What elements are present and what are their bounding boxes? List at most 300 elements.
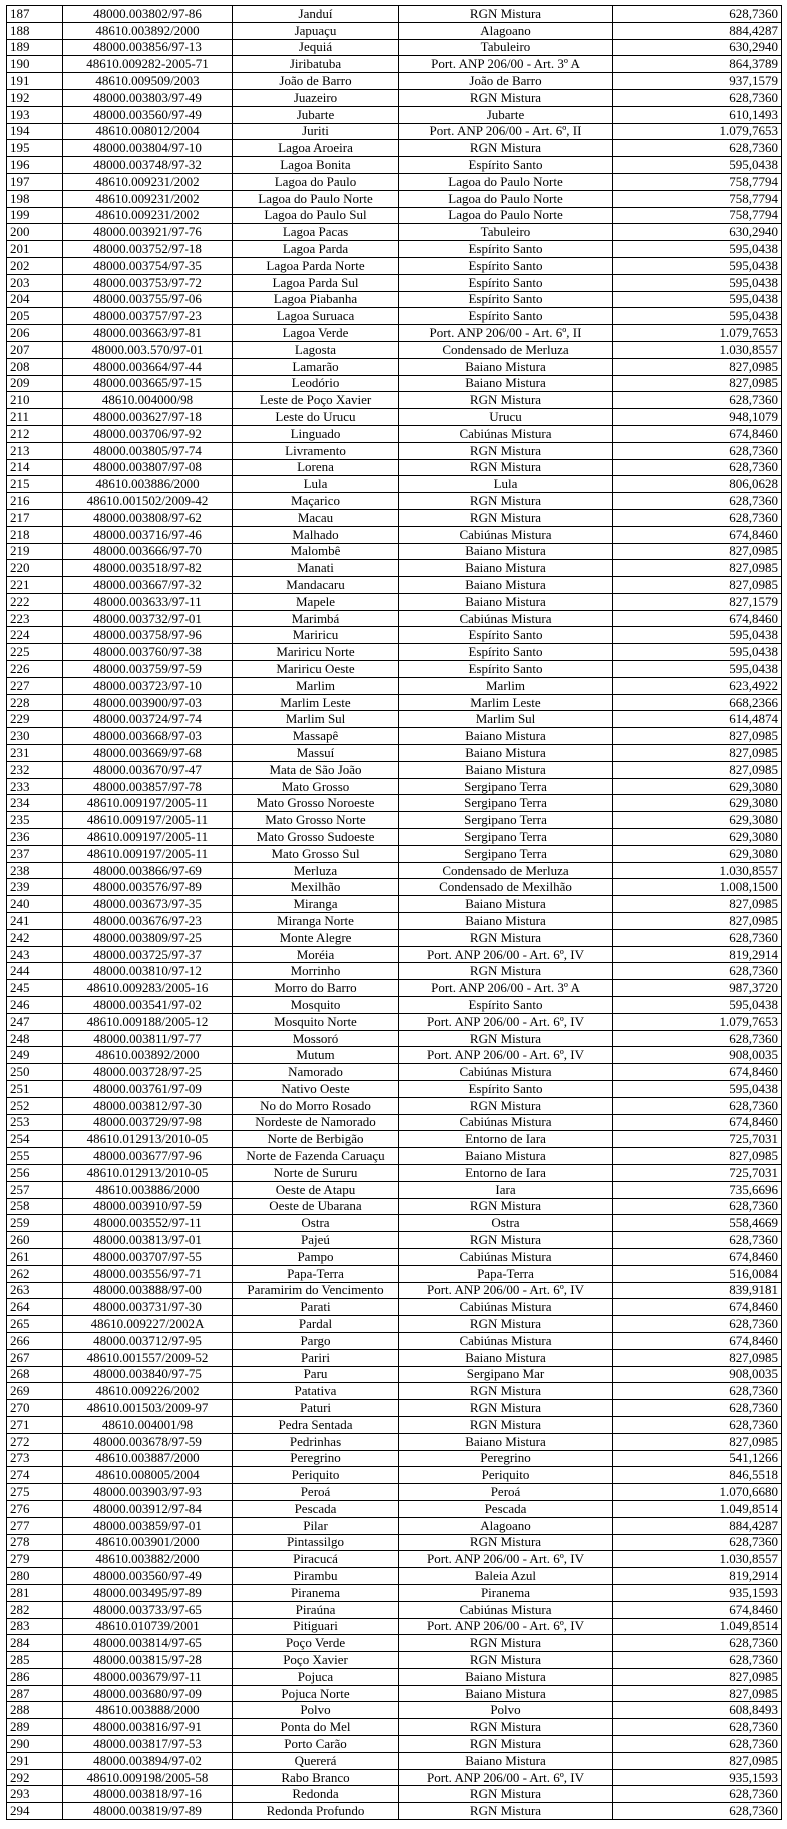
- reference-price: 819,2914: [613, 946, 782, 963]
- table-row: [7, 677, 782, 694]
- table-row: [7, 1282, 782, 1299]
- process-number: 48000.003811/97-77: [63, 1030, 233, 1047]
- table-row: [7, 963, 782, 980]
- reference-price: 827,1579: [613, 593, 782, 610]
- oil-type: Cabiúnas Mistura: [399, 1601, 613, 1618]
- oil-type: Port. ANP 206/00 - Art. 6º, IV: [399, 946, 613, 963]
- table-row: [7, 1148, 782, 1165]
- row-number: 196: [7, 157, 63, 174]
- process-number: 48000.003723/97-10: [63, 677, 233, 694]
- field-name: Pirambu: [233, 1568, 399, 1585]
- table-row: [7, 1299, 782, 1316]
- oil-type: Jubarte: [399, 106, 613, 123]
- table-row: [7, 896, 782, 913]
- process-number: 48000.003669/97-68: [63, 745, 233, 762]
- reference-price: 819,2914: [613, 1568, 782, 1585]
- row-number: 197: [7, 173, 63, 190]
- row-number: 199: [7, 207, 63, 224]
- row-number: 263: [7, 1282, 63, 1299]
- process-number: 48000.003666/97-70: [63, 543, 233, 560]
- field-name: Oeste de Atapu: [233, 1181, 399, 1198]
- field-name: Lagoa do Paulo Sul: [233, 207, 399, 224]
- field-name: Ponta do Mel: [233, 1719, 399, 1736]
- table-row: [7, 862, 782, 879]
- process-number: 48000.003752/97-18: [63, 241, 233, 258]
- reference-price: 628,7360: [613, 1534, 782, 1551]
- table-row: [7, 1668, 782, 1685]
- process-number: 48000.003728/97-25: [63, 1064, 233, 1081]
- table-row: [7, 946, 782, 963]
- reference-price: 628,7360: [613, 392, 782, 409]
- oil-type: Baleia Azul: [399, 1568, 613, 1585]
- oil-type: Espírito Santo: [399, 661, 613, 678]
- row-number: 210: [7, 392, 63, 409]
- row-number: 190: [7, 56, 63, 73]
- field-name: Jiribatuba: [233, 56, 399, 73]
- process-number: 48000.003812/97-30: [63, 1097, 233, 1114]
- oil-type: Peroá: [399, 1484, 613, 1501]
- table-row: [7, 627, 782, 644]
- field-name: Lorena: [233, 459, 399, 476]
- row-number: 192: [7, 89, 63, 106]
- reference-price: 558,4669: [613, 1215, 782, 1232]
- table-row: [7, 22, 782, 39]
- field-name: Morrinho: [233, 963, 399, 980]
- reference-price: 758,7794: [613, 173, 782, 190]
- oil-type: Condensado de Merluza: [399, 341, 613, 358]
- process-number: 48610.009197/2005-11: [63, 829, 233, 846]
- oil-type: Espírito Santo: [399, 291, 613, 308]
- field-name: Monte Alegre: [233, 929, 399, 946]
- row-number: 266: [7, 1332, 63, 1349]
- row-number: 293: [7, 1786, 63, 1803]
- process-number: 48000.003859/97-01: [63, 1517, 233, 1534]
- field-name: Pampo: [233, 1248, 399, 1265]
- oil-type: Port. ANP 206/00 - Art. 6º, IV: [399, 1013, 613, 1030]
- oil-type: Piranema: [399, 1584, 613, 1601]
- field-name: Pescada: [233, 1500, 399, 1517]
- row-number: 268: [7, 1366, 63, 1383]
- oil-type: Alagoano: [399, 22, 613, 39]
- process-number: 48000.003495/97-89: [63, 1584, 233, 1601]
- row-number: 288: [7, 1702, 63, 1719]
- oil-type: RGN Mistura: [399, 929, 613, 946]
- field-name: Lagoa Parda Sul: [233, 274, 399, 291]
- field-name: Piracucá: [233, 1551, 399, 1568]
- oil-type: Espírito Santo: [399, 627, 613, 644]
- field-name: Mato Grosso Norte: [233, 812, 399, 829]
- reference-price: 846,5518: [613, 1467, 782, 1484]
- row-number: 251: [7, 1081, 63, 1098]
- table-row: [7, 1685, 782, 1702]
- process-number: 48000.003912/97-84: [63, 1500, 233, 1517]
- table-row: [7, 425, 782, 442]
- field-name: Morro do Barro: [233, 980, 399, 997]
- oil-type: Iara: [399, 1181, 613, 1198]
- reference-price: 614,4874: [613, 711, 782, 728]
- row-number: 215: [7, 476, 63, 493]
- oil-type: Baiano Mistura: [399, 1668, 613, 1685]
- table-row: [7, 73, 782, 90]
- oil-type: Sergipano Mar: [399, 1366, 613, 1383]
- row-number: 270: [7, 1400, 63, 1417]
- process-number: 48610.001502/2009-42: [63, 493, 233, 510]
- reference-price: 935,1593: [613, 1584, 782, 1601]
- field-name: Marlim Sul: [233, 711, 399, 728]
- row-number: 267: [7, 1349, 63, 1366]
- table-row: [7, 1601, 782, 1618]
- table-row: [7, 257, 782, 274]
- table-row: [7, 89, 782, 106]
- row-number: 271: [7, 1416, 63, 1433]
- field-name: Mariricu Oeste: [233, 661, 399, 678]
- reference-price: 629,3080: [613, 778, 782, 795]
- process-number: 48000.003816/97-91: [63, 1719, 233, 1736]
- oil-type: Baiano Mistura: [399, 745, 613, 762]
- oil-type: Pescada: [399, 1500, 613, 1517]
- field-name: Rabo Branco: [233, 1769, 399, 1786]
- table-row: [7, 1181, 782, 1198]
- process-number: 48000.003814/97-65: [63, 1635, 233, 1652]
- reference-price: 1.030,8557: [613, 862, 782, 879]
- field-name: Pilar: [233, 1517, 399, 1534]
- reference-price: 595,0438: [613, 157, 782, 174]
- table-row: [7, 1769, 782, 1786]
- table-row: [7, 325, 782, 342]
- field-name: Janduí: [233, 6, 399, 23]
- reference-price: 937,1579: [613, 73, 782, 90]
- oil-type: Urucu: [399, 409, 613, 426]
- process-number: 48000.003633/97-11: [63, 593, 233, 610]
- field-name: Leste do Urucu: [233, 409, 399, 426]
- reference-price: 1.049,8514: [613, 1618, 782, 1635]
- oil-type: Marlim: [399, 677, 613, 694]
- oil-type: Condensado de Mexilhão: [399, 879, 613, 896]
- row-number: 280: [7, 1568, 63, 1585]
- process-number: 48000.003518/97-82: [63, 560, 233, 577]
- field-name: Macau: [233, 509, 399, 526]
- table-row: [7, 459, 782, 476]
- reference-price: 595,0438: [613, 291, 782, 308]
- oil-type: RGN Mistura: [399, 459, 613, 476]
- field-name: Ostra: [233, 1215, 399, 1232]
- oil-type: Espírito Santo: [399, 1081, 613, 1098]
- field-name: Lagosta: [233, 341, 399, 358]
- table-row: [7, 157, 782, 174]
- row-number: 275: [7, 1484, 63, 1501]
- field-name: Poço Verde: [233, 1635, 399, 1652]
- reference-price: 608,8493: [613, 1702, 782, 1719]
- oil-type: Sergipano Terra: [399, 795, 613, 812]
- oil-type: Lagoa do Paulo Norte: [399, 173, 613, 190]
- table-row: [7, 711, 782, 728]
- table-row: [7, 526, 782, 543]
- process-number: 48610.012913/2010-05: [63, 1131, 233, 1148]
- table-row: [7, 140, 782, 157]
- oil-type: RGN Mistura: [399, 1400, 613, 1417]
- field-name: Mariricu: [233, 627, 399, 644]
- table-row: [7, 1097, 782, 1114]
- process-number: 48000.003755/97-06: [63, 291, 233, 308]
- table-row: [7, 1349, 782, 1366]
- row-number: 238: [7, 862, 63, 879]
- table-row: [7, 1030, 782, 1047]
- field-name: Manati: [233, 560, 399, 577]
- row-number: 187: [7, 6, 63, 23]
- row-number: 205: [7, 308, 63, 325]
- oil-type: Lagoa do Paulo Norte: [399, 190, 613, 207]
- field-name: Mata de São João: [233, 761, 399, 778]
- table-row: [7, 1568, 782, 1585]
- field-name: Poço Xavier: [233, 1652, 399, 1669]
- oil-type: Cabiúnas Mistura: [399, 1064, 613, 1081]
- field-name: Merluza: [233, 862, 399, 879]
- oil-type: Condensado de Merluza: [399, 862, 613, 879]
- process-number: 48000.003680/97-09: [63, 1685, 233, 1702]
- reference-price: 595,0438: [613, 274, 782, 291]
- row-number: 221: [7, 577, 63, 594]
- row-number: 291: [7, 1752, 63, 1769]
- oil-type: Sergipano Terra: [399, 812, 613, 829]
- table-row: [7, 829, 782, 846]
- table-row: [7, 190, 782, 207]
- oil-type: Baiano Mistura: [399, 1685, 613, 1702]
- row-number: 287: [7, 1685, 63, 1702]
- row-number: 272: [7, 1433, 63, 1450]
- process-number: 48000.003748/97-32: [63, 157, 233, 174]
- process-number: 48000.003733/97-65: [63, 1601, 233, 1618]
- reference-price: 935,1593: [613, 1769, 782, 1786]
- process-number: 48000.003552/97-11: [63, 1215, 233, 1232]
- process-number: 48000.003724/97-74: [63, 711, 233, 728]
- reference-price: 827,0985: [613, 913, 782, 930]
- process-number: 48000.003817/97-53: [63, 1736, 233, 1753]
- process-number: 48000.003725/97-37: [63, 946, 233, 963]
- process-number: 48610.009188/2005-12: [63, 1013, 233, 1030]
- process-number: 48610.009283/2005-16: [63, 980, 233, 997]
- reference-price: 628,7360: [613, 1786, 782, 1803]
- field-name: Juazeiro: [233, 89, 399, 106]
- field-name: Polvo: [233, 1702, 399, 1719]
- table-row: [7, 812, 782, 829]
- row-number: 191: [7, 73, 63, 90]
- oil-type: RGN Mistura: [399, 6, 613, 23]
- oil-type: Lagoa do Paulo Norte: [399, 207, 613, 224]
- process-number: 48000.003560/97-49: [63, 1568, 233, 1585]
- field-name: Mato Grosso Sudoeste: [233, 829, 399, 846]
- process-number: 48610.012913/2010-05: [63, 1164, 233, 1181]
- field-name: Peregrino: [233, 1450, 399, 1467]
- row-number: 264: [7, 1299, 63, 1316]
- reference-price: 827,0985: [613, 761, 782, 778]
- row-number: 290: [7, 1736, 63, 1753]
- field-name: Lagoa Parda Norte: [233, 257, 399, 274]
- reference-price: 674,8460: [613, 1064, 782, 1081]
- row-number: 214: [7, 459, 63, 476]
- oil-type: Port. ANP 206/00 - Art. 6º, IV: [399, 1551, 613, 1568]
- oil-type: Baiano Mistura: [399, 358, 613, 375]
- reference-price: 725,7031: [613, 1164, 782, 1181]
- table-row: [7, 493, 782, 510]
- row-number: 204: [7, 291, 63, 308]
- reference-price: 628,7360: [613, 1719, 782, 1736]
- process-number: 48000.003810/97-12: [63, 963, 233, 980]
- reference-price: 1.079,7653: [613, 325, 782, 342]
- reference-price: 948,1079: [613, 409, 782, 426]
- row-number: 248: [7, 1030, 63, 1047]
- process-number: 48610.009282-2005-71: [63, 56, 233, 73]
- table-row: [7, 1047, 782, 1064]
- oil-type: Alagoano: [399, 1517, 613, 1534]
- reference-price: 758,7794: [613, 190, 782, 207]
- process-number: 48000.003894/97-02: [63, 1752, 233, 1769]
- reference-price: 827,0985: [613, 560, 782, 577]
- table-row: [7, 1332, 782, 1349]
- field-name: Nordeste de Namorado: [233, 1114, 399, 1131]
- reference-price: 884,4287: [613, 1517, 782, 1534]
- row-number: 222: [7, 593, 63, 610]
- table-row: [7, 1736, 782, 1753]
- field-name: Norte de Fazenda Caruaçu: [233, 1148, 399, 1165]
- oil-type: Espírito Santo: [399, 308, 613, 325]
- process-number: 48000.003818/97-16: [63, 1786, 233, 1803]
- row-number: 261: [7, 1248, 63, 1265]
- process-number: 48610.008005/2004: [63, 1467, 233, 1484]
- reference-price: 628,7360: [613, 459, 782, 476]
- table-row: [7, 341, 782, 358]
- reference-price: 725,7031: [613, 1131, 782, 1148]
- process-number: 48610.004000/98: [63, 392, 233, 409]
- table-row: [7, 879, 782, 896]
- process-number: 48000.003761/97-09: [63, 1081, 233, 1098]
- process-number: 48000.003663/97-81: [63, 325, 233, 342]
- process-number: 48610.003888/2000: [63, 1702, 233, 1719]
- row-number: 276: [7, 1500, 63, 1517]
- table-row: [7, 577, 782, 594]
- row-number: 226: [7, 661, 63, 678]
- process-number: 48610.009231/2002: [63, 173, 233, 190]
- field-name: Pojuca Norte: [233, 1685, 399, 1702]
- oil-type: Lula: [399, 476, 613, 493]
- oil-type: RGN Mistura: [399, 963, 613, 980]
- reference-price: 628,7360: [613, 509, 782, 526]
- table-row: [7, 1265, 782, 1282]
- table-row: [7, 509, 782, 526]
- reference-price: 827,0985: [613, 375, 782, 392]
- oil-type: Marlim Leste: [399, 694, 613, 711]
- oil-type: Cabiúnas Mistura: [399, 1299, 613, 1316]
- reference-price: 610,1493: [613, 106, 782, 123]
- reference-price: 839,9181: [613, 1282, 782, 1299]
- process-number: 48000.003856/97-13: [63, 39, 233, 56]
- oil-type: Espírito Santo: [399, 241, 613, 258]
- process-number: 48610.010739/2001: [63, 1618, 233, 1635]
- process-number: 48000.003757/97-23: [63, 308, 233, 325]
- table-row: [7, 1198, 782, 1215]
- field-name: Papa-Terra: [233, 1265, 399, 1282]
- reference-price: 908,0035: [613, 1366, 782, 1383]
- process-number: 48610.009226/2002: [63, 1383, 233, 1400]
- process-number: 48610.001557/2009-52: [63, 1349, 233, 1366]
- field-name: Pardal: [233, 1316, 399, 1333]
- table-row: [7, 274, 782, 291]
- field-name: João de Barro: [233, 73, 399, 90]
- process-number: 48000.003707/97-55: [63, 1248, 233, 1265]
- field-name: Quererá: [233, 1752, 399, 1769]
- table-row: [7, 1114, 782, 1131]
- oil-type: RGN Mistura: [399, 392, 613, 409]
- oil-type: RGN Mistura: [399, 1635, 613, 1652]
- reference-price: 735,6696: [613, 1181, 782, 1198]
- field-name: Parati: [233, 1299, 399, 1316]
- row-number: 233: [7, 778, 63, 795]
- oil-type: Baiano Mistura: [399, 1349, 613, 1366]
- process-number: 48610.009197/2005-11: [63, 795, 233, 812]
- row-number: 245: [7, 980, 63, 997]
- reference-price: 628,7360: [613, 963, 782, 980]
- field-name: Linguado: [233, 425, 399, 442]
- process-number: 48000.003712/97-95: [63, 1332, 233, 1349]
- row-number: 247: [7, 1013, 63, 1030]
- row-number: 274: [7, 1467, 63, 1484]
- field-name: Marlim: [233, 677, 399, 694]
- reference-price: 908,0035: [613, 1047, 782, 1064]
- field-name: Mapele: [233, 593, 399, 610]
- reference-price: 595,0438: [613, 257, 782, 274]
- field-name: Lagoa Bonita: [233, 157, 399, 174]
- table-row: [7, 358, 782, 375]
- table-row: [7, 980, 782, 997]
- reference-price: 1.008,1500: [613, 879, 782, 896]
- oil-type: Baiano Mistura: [399, 593, 613, 610]
- reference-price: 595,0438: [613, 241, 782, 258]
- row-number: 294: [7, 1803, 63, 1820]
- field-name: Japuaçu: [233, 22, 399, 39]
- reference-price: 806,0628: [613, 476, 782, 493]
- field-name: Pedrinhas: [233, 1433, 399, 1450]
- process-number: 48000.003804/97-10: [63, 140, 233, 157]
- reference-price: 628,7360: [613, 89, 782, 106]
- table-row: [7, 173, 782, 190]
- row-number: 240: [7, 896, 63, 913]
- field-name: Redonda Profundo: [233, 1803, 399, 1820]
- reference-price: 827,0985: [613, 1349, 782, 1366]
- oil-type: Baiano Mistura: [399, 1148, 613, 1165]
- field-name: Piranema: [233, 1584, 399, 1601]
- reference-price: 758,7794: [613, 207, 782, 224]
- reference-price: 827,0985: [613, 745, 782, 762]
- table-row: [7, 543, 782, 560]
- reference-price: 628,7360: [613, 1030, 782, 1047]
- row-number: 284: [7, 1635, 63, 1652]
- row-number: 229: [7, 711, 63, 728]
- field-name: Lagoa Piabanha: [233, 291, 399, 308]
- row-number: 279: [7, 1551, 63, 1568]
- field-name: Pojuca: [233, 1668, 399, 1685]
- process-number: 48000.003813/97-01: [63, 1232, 233, 1249]
- process-number: 48610.009231/2002: [63, 190, 233, 207]
- field-name: Patativa: [233, 1383, 399, 1400]
- reference-price: 827,0985: [613, 1433, 782, 1450]
- oil-type: RGN Mistura: [399, 1316, 613, 1333]
- field-name: Lagoa do Paulo Norte: [233, 190, 399, 207]
- oil-type: RGN Mistura: [399, 89, 613, 106]
- process-number: 48000.003677/97-96: [63, 1148, 233, 1165]
- process-number: 48000.003803/97-49: [63, 89, 233, 106]
- row-number: 218: [7, 526, 63, 543]
- table-row: [7, 1484, 782, 1501]
- table-row: [7, 1416, 782, 1433]
